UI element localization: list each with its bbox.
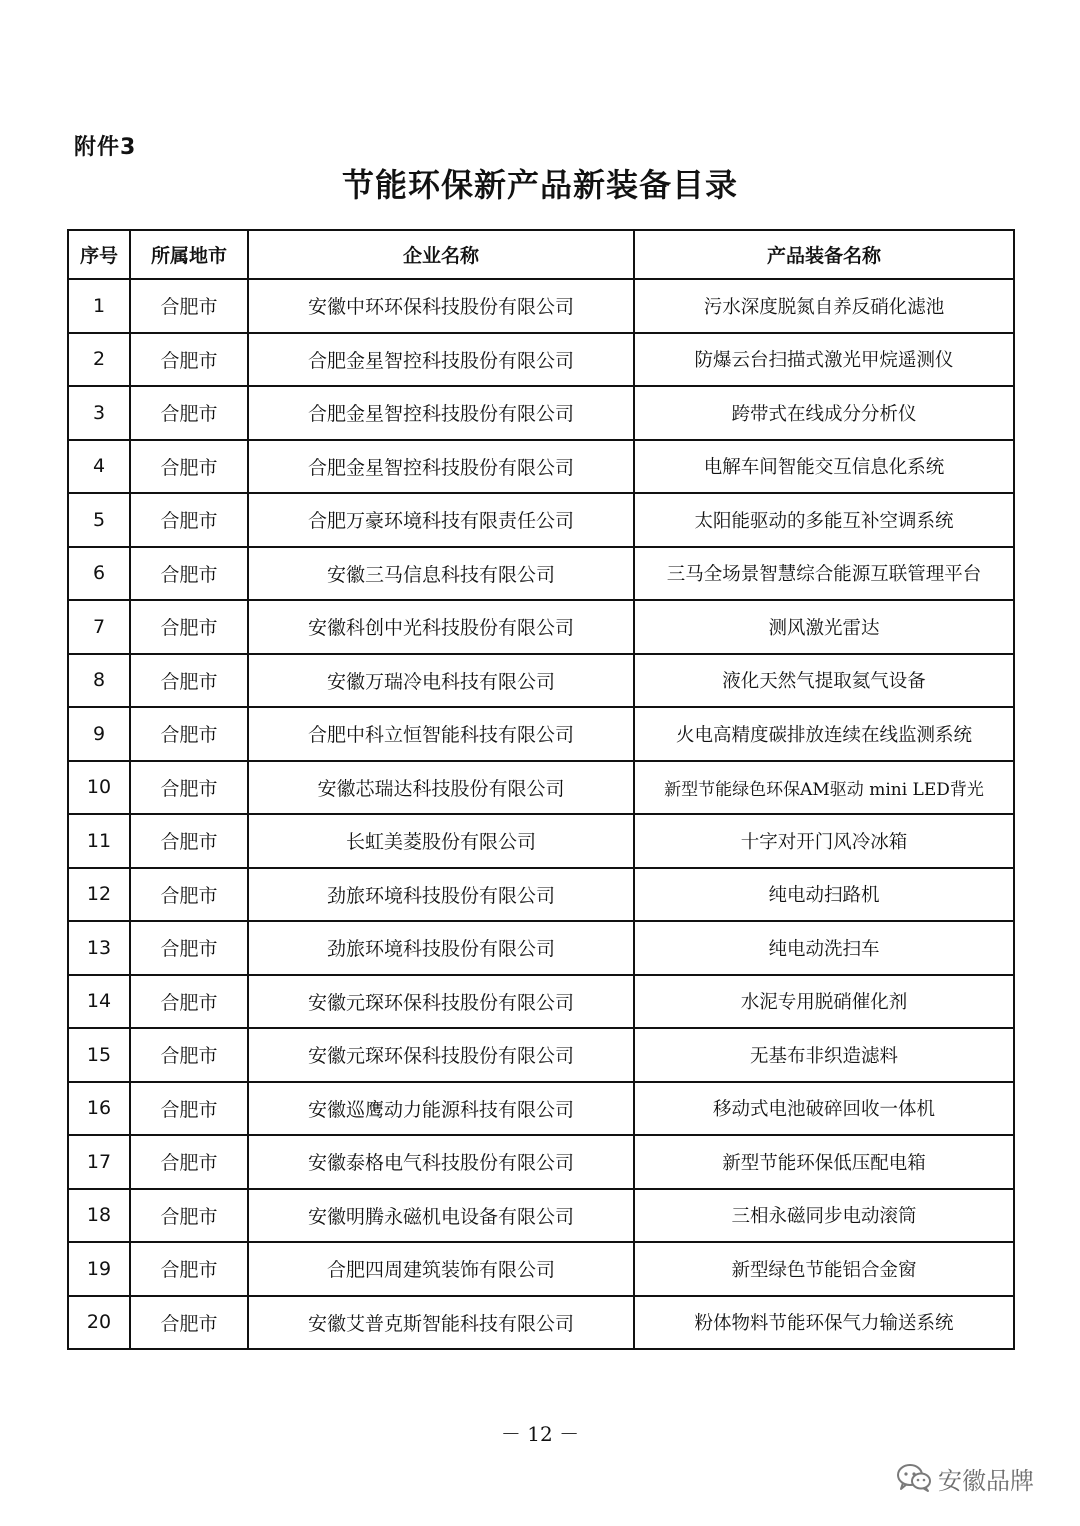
cell-serial-number: 1 [68,279,130,333]
cell-product-name: 液化天然气提取氦气设备 [634,654,1014,708]
table-row [68,868,1014,922]
cell-product-name: 移动式电池破碎回收一体机 [634,1082,1014,1136]
cell-serial-number: 15 [68,1028,130,1082]
cell-product-name: 纯电动扫路机 [634,868,1014,922]
table-row [68,1189,1014,1243]
cell-city: 合肥市 [130,1082,248,1136]
cell-city: 合肥市 [130,493,248,547]
cell-company-name: 安徽元琛环保科技股份有限公司 [248,975,634,1029]
cell-company-name: 合肥万豪环境科技有限责任公司 [248,493,634,547]
cell-city: 合肥市 [130,761,248,815]
cell-product-name: 新型节能环保低压配电箱 [634,1135,1014,1189]
cell-company-name: 合肥中科立恒智能科技有限公司 [248,707,634,761]
watermark-text: 安徽品牌 [938,1466,1034,1495]
cell-serial-number: 5 [68,493,130,547]
cell-city: 合肥市 [130,1135,248,1189]
cell-product-name: 纯电动洗扫车 [634,921,1014,975]
cell-product-name: 十字对开门风冷冰箱 [634,814,1014,868]
document-title: 节能环保新产品新装备目录 [341,166,738,204]
cell-serial-number: 6 [68,547,130,601]
cell-serial-number: 10 [68,761,130,815]
cell-company-name: 安徽中环环保科技股份有限公司 [248,279,634,333]
header-serial-number: 序号 [68,230,130,279]
table-row [68,975,1014,1029]
wechat-icon [896,1463,932,1493]
cell-company-name: 安徽泰格电气科技股份有限公司 [248,1135,634,1189]
cell-serial-number: 16 [68,1082,130,1136]
table-row [68,547,1014,601]
cell-serial-number: 3 [68,386,130,440]
table-header-row [68,230,1014,279]
table-row [68,654,1014,708]
table-row [68,386,1014,440]
cell-city: 合肥市 [130,1242,248,1296]
cell-product-name: 电解车间智能交互信息化系统 [634,440,1014,494]
cell-company-name: 安徽艾普克斯智能科技有限公司 [248,1296,634,1350]
table-row [68,1028,1014,1082]
cell-product-name: 测风激光雷达 [634,600,1014,654]
cell-company-name: 长虹美菱股份有限公司 [248,814,634,868]
cell-company-name: 安徽明腾永磁机电设备有限公司 [248,1189,634,1243]
cell-company-name: 合肥金星智控科技股份有限公司 [248,333,634,387]
cell-city: 合肥市 [130,333,248,387]
cell-company-name: 安徽科创中光科技股份有限公司 [248,600,634,654]
cell-city: 合肥市 [130,975,248,1029]
table-body [68,279,1014,1349]
cell-serial-number: 2 [68,333,130,387]
cell-company-name: 安徽芯瑞达科技股份有限公司 [248,761,634,815]
table-row [68,1082,1014,1136]
cell-city: 合肥市 [130,868,248,922]
table-row [68,1135,1014,1189]
cell-serial-number: 4 [68,440,130,494]
cell-serial-number: 11 [68,814,130,868]
table-row [68,1242,1014,1296]
cell-city: 合肥市 [130,547,248,601]
cell-product-name: 粉体物料节能环保气力输送系统 [634,1296,1014,1350]
cell-serial-number: 19 [68,1242,130,1296]
cell-serial-number: 17 [68,1135,130,1189]
page-number: － 12 － [500,1422,580,1446]
cell-product-name: 三马全场景智慧综合能源互联管理平台 [634,547,1014,601]
cell-product-name: 新型绿色节能铝合金窗 [634,1242,1014,1296]
table-row [68,707,1014,761]
cell-company-name: 安徽巡鹰动力能源科技有限公司 [248,1082,634,1136]
cell-city: 合肥市 [130,654,248,708]
cell-city: 合肥市 [130,814,248,868]
cell-company-name: 合肥金星智控科技股份有限公司 [248,386,634,440]
table-row [68,1296,1014,1350]
cell-company-name: 合肥金星智控科技股份有限公司 [248,440,634,494]
cell-company-name: 安徽元琛环保科技股份有限公司 [248,1028,634,1082]
cell-product-name: 防爆云台扫描式激光甲烷遥测仪 [634,333,1014,387]
cell-city: 合肥市 [130,1189,248,1243]
cell-city: 合肥市 [130,1296,248,1350]
cell-serial-number: 14 [68,975,130,1029]
header-product-name: 产品装备名称 [634,230,1014,279]
table-row [68,761,1014,815]
cell-product-name: 火电高精度碳排放连续在线监测系统 [634,707,1014,761]
table-row [68,921,1014,975]
cell-city: 合肥市 [130,440,248,494]
cell-company-name: 劲旅环境科技股份有限公司 [248,868,634,922]
table-row [68,814,1014,868]
header-company-name: 企业名称 [248,230,634,279]
cell-product-name: 太阳能驱动的多能互补空调系统 [634,493,1014,547]
cell-serial-number: 20 [68,1296,130,1350]
product-catalog-table [67,229,1015,1350]
cell-city: 合肥市 [130,386,248,440]
cell-product-name: 三相永磁同步电动滚筒 [634,1189,1014,1243]
cell-serial-number: 8 [68,654,130,708]
table-row [68,333,1014,387]
cell-city: 合肥市 [130,1028,248,1082]
cell-serial-number: 18 [68,1189,130,1243]
cell-product-name: 新型节能绿色环保AM驱动 mini LED背光 [634,761,1014,815]
attachment-label: 附件3 [74,135,137,160]
cell-city: 合肥市 [130,921,248,975]
cell-company-name: 安徽万瑞冷电科技有限公司 [248,654,634,708]
cell-product-name: 跨带式在线成分分析仪 [634,386,1014,440]
watermark [896,1458,1034,1498]
cell-city: 合肥市 [130,600,248,654]
cell-product-name: 污水深度脱氮自养反硝化滤池 [634,279,1014,333]
header-city: 所属地市 [130,230,248,279]
cell-serial-number: 7 [68,600,130,654]
cell-serial-number: 9 [68,707,130,761]
cell-serial-number: 13 [68,921,130,975]
cell-company-name: 安徽三马信息科技有限公司 [248,547,634,601]
table-row [68,493,1014,547]
cell-city: 合肥市 [130,707,248,761]
table-row [68,279,1014,333]
cell-city: 合肥市 [130,279,248,333]
cell-product-name: 水泥专用脱硝催化剂 [634,975,1014,1029]
table-row [68,440,1014,494]
cell-serial-number: 12 [68,868,130,922]
cell-company-name: 合肥四周建筑装饰有限公司 [248,1242,634,1296]
table-row [68,600,1014,654]
cell-company-name: 劲旅环境科技股份有限公司 [248,921,634,975]
cell-product-name: 无基布非织造滤料 [634,1028,1014,1082]
